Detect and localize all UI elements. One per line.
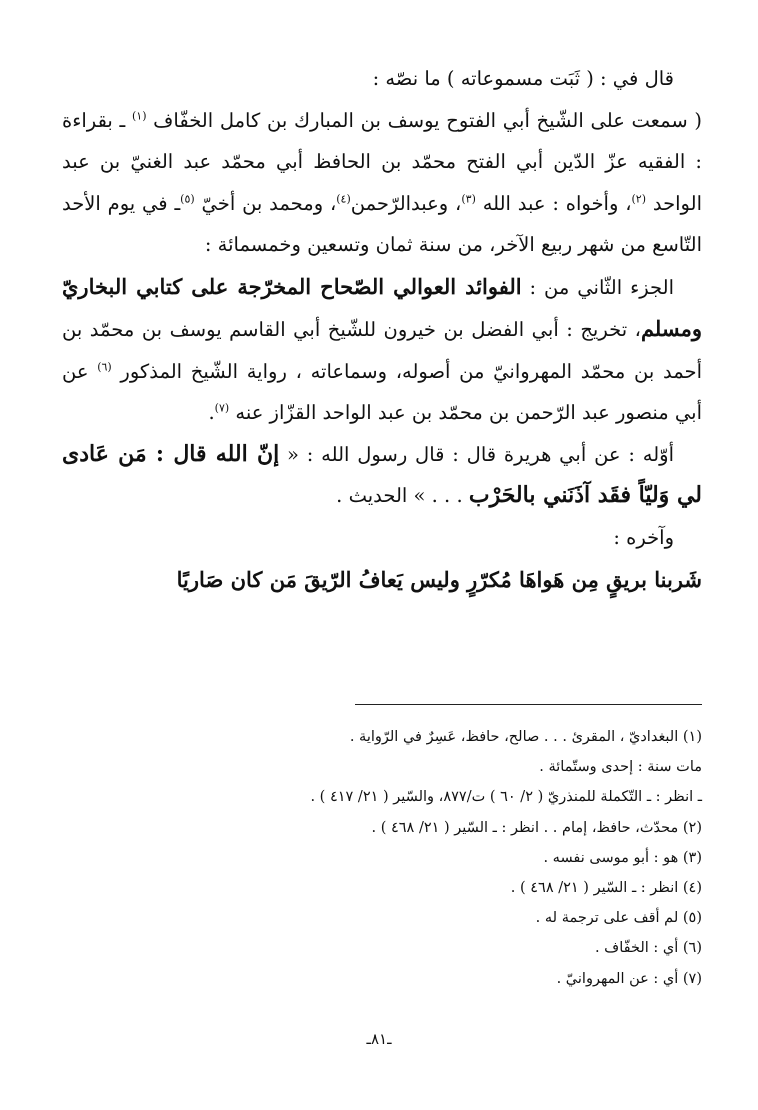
text-segment: ، وعبدالرّحمن [350,191,462,215]
footnote-ref-2: (٢) [631,192,647,205]
page-number: ـ٨١ـ [366,1030,392,1048]
poetry-verse: شَربنا بريقٍ مِن هَواهَا مُكرّرٍ وليس يَعافُ الرّيقَ مَن كان صَاريًا [176,567,702,592]
text-segment: الجزء الثّاني من : [521,275,674,299]
footnote-ref-7: (٧) [214,401,230,415]
intro-line: قال في : ( ثَبَت مسموعاته ) ما نصّه : [372,67,674,90]
footnote-ref-3: (٣) [461,192,476,205]
main-text [62,58,702,602]
footnote-ref-4: (٤) [336,192,351,205]
paragraph-juz [62,266,702,434]
text-segment: . [208,401,215,424]
footnote-ref-6: (٦) [97,360,112,373]
text-segment: عن أبي منصور عبد الرّحمن بن محمّد بن عبد الواحد القزّاز عنه [62,359,702,424]
footnote-4: (٤) انظر : ـ السّير ( ٢١/ ٤٦٨ ) . [510,880,702,897]
footnote-6: (٦) أي : الخفّاف . [594,940,702,957]
footnote-1-sources: ـ انظر : ـ التّكملة للمنذريّ ( ٢/ ٦٠ ) ت/٨٧٧، والسّير ( ٢١/ ٤١٧ ) . [310,789,702,806]
footnote-ref-5: (٥) [180,192,195,205]
text-segment: ـ بقراءة : الفقيه عزّ الدّين أبي الفتح محمّد بن الحافظ أبي محمّد عبد الغنيّ بن عبد الواحد [62,108,702,215]
footnote-2: (٢) محدّث، حافظ، إمام . . انظر : ـ السّير ( ٢١/ ٤٦٨ ) . [371,819,702,836]
paragraph-sama [62,100,702,266]
hadith-text: إنّ الله قال : مَن عَادى لي وَليّاً فقَد آذَنَني بالحَرْب [62,440,702,508]
paragraph-akhiruh: وآخره : [613,525,674,549]
text-segment: ، وأخواه : عبد الله [475,191,632,215]
text-segment: ، تخريج : أبي الفضل بن خيرون للشّيخ أبي القاسم يوسف بن محمّد بن أحمد بن محمّد المهروانيّ من أصوله، وسماعاته ، رواية الشّيخ المذكور [62,318,703,383]
footnotes [62,722,702,994]
footnote-1: (١) البغداديّ ، المقرئ . . . صالح، حافظ، عَسِرٌ في الرّواية . [349,729,702,745]
text-segment: ـ في يوم الأحد التّاسع من شهر ربيع الآخر، من سنة ثمان وتسعين وخمسمائة : [62,191,702,256]
footnote-ref-1: (١) [131,109,147,122]
footnote-5: (٥) لم أقف على ترجمة له . [535,910,702,927]
footnote-1-death: مات سنة : إحدى وستّمائة . [539,759,702,776]
text-segment: أوّله : عن أبي هريرة قال : قال رسول الله : « [279,442,674,466]
footnote-divider [355,704,702,705]
text-segment: ( سمعت على الشّيخ أبي الفتوح يوسف بن المبارك بن كامل الخفّاف [146,108,702,132]
text-segment: . . . » الحديث . [336,484,469,507]
footnote-3: (٣) هو : أبو موسى نفسه . [543,849,702,866]
text-segment: ، ومحمد بن أخيّ [194,191,337,215]
book-title: الفوائد العوالي الصّحاح المخرّجة على كتابي البخاريّ ومسلم [62,273,702,341]
paragraph-awwaluh [62,434,702,517]
footnote-7: (٧) أي : عن المهروانيّ . [556,970,702,987]
